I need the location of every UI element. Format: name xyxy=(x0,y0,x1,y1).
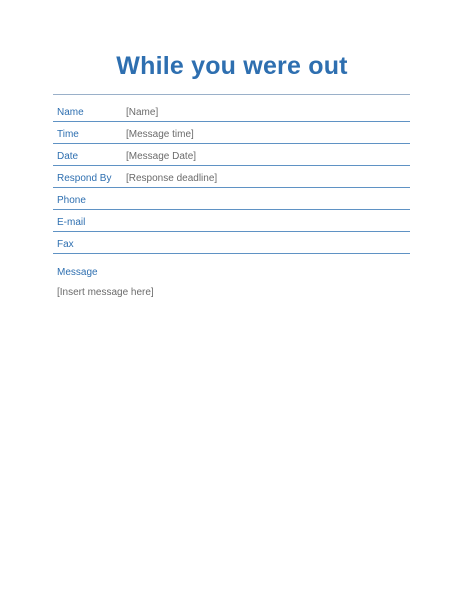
field-label-name: Name xyxy=(57,107,84,118)
field-row-respond-by xyxy=(53,166,410,188)
field-label-email: E-mail xyxy=(57,217,86,228)
page-title: While you were out xyxy=(116,52,348,80)
field-label-date: Date xyxy=(57,151,79,162)
field-value-name[interactable]: [Name] xyxy=(126,107,159,118)
title-divider xyxy=(53,94,410,95)
field-label-fax: Fax xyxy=(57,239,74,250)
field-list xyxy=(53,100,410,254)
message-label: Message xyxy=(57,267,98,278)
field-label-time: Time xyxy=(57,129,79,140)
field-value-date[interactable]: [Message Date] xyxy=(126,151,197,162)
field-row-date xyxy=(53,144,410,166)
field-row-time xyxy=(53,122,410,144)
field-row-name xyxy=(53,100,410,122)
field-label-phone: Phone xyxy=(57,195,86,206)
message-body[interactable]: [Insert message here] xyxy=(57,287,154,298)
field-row-fax xyxy=(53,232,410,254)
field-value-respond-by[interactable]: [Response deadline] xyxy=(126,173,218,184)
field-row-email xyxy=(53,210,410,232)
field-value-time[interactable]: [Message time] xyxy=(126,129,194,140)
field-row-phone xyxy=(53,188,410,210)
field-label-respond-by: Respond By xyxy=(57,173,112,184)
